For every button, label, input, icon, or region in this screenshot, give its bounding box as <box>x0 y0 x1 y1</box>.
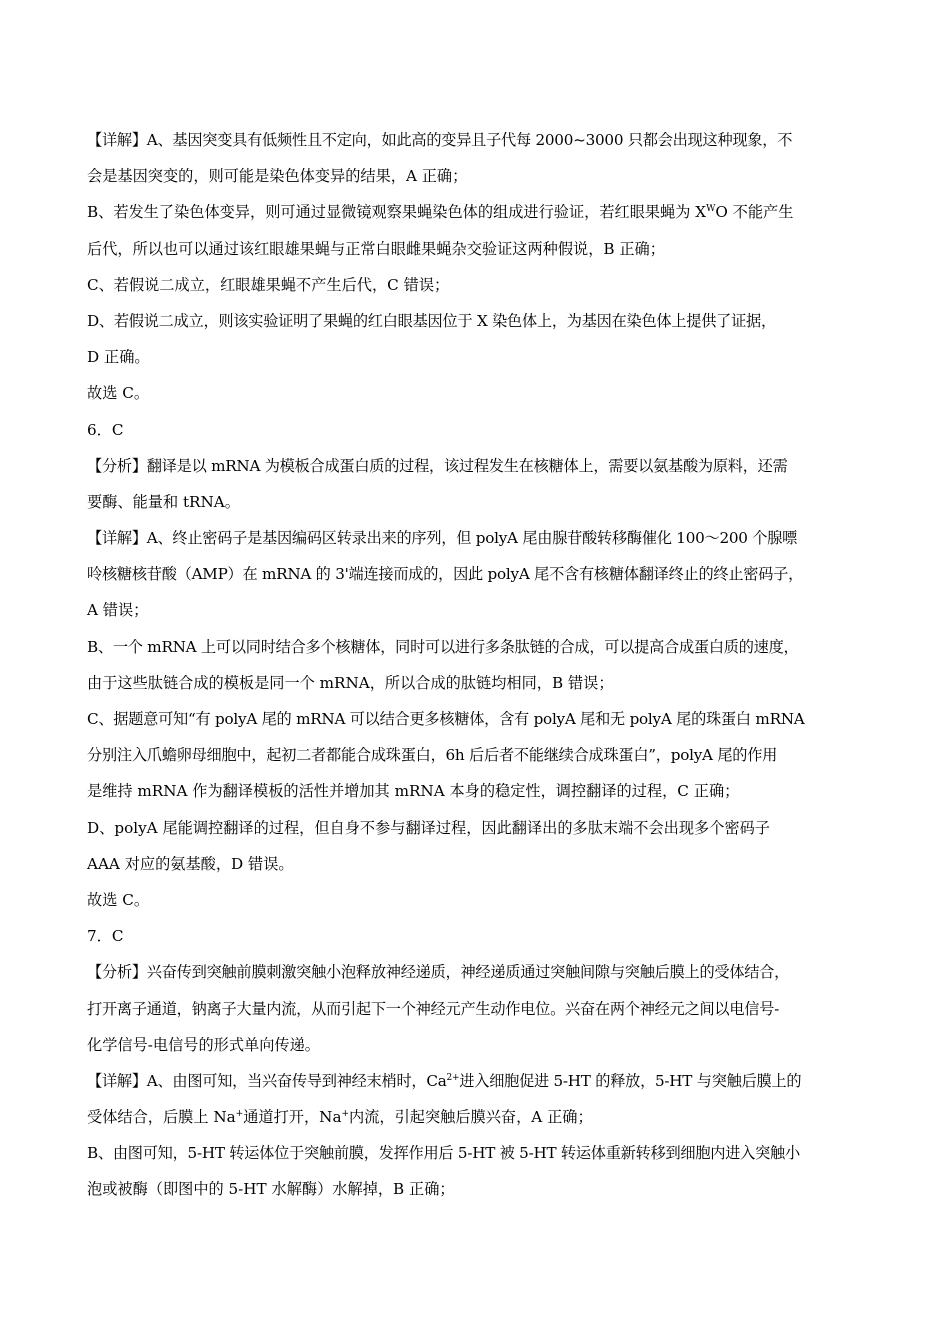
text-line <box>87 1099 867 1135</box>
text-line: 会是基因突变的，则可能是染色体变异的结果，A 正确； <box>87 167 468 186</box>
text-line: C、若假说二成立，红眼雄果蝇不产生后代，C 错误； <box>87 275 450 294</box>
text-line: 故选 C。 <box>87 384 150 403</box>
question-number: 7．C <box>87 927 124 946</box>
superscript: 2+ <box>446 1072 460 1083</box>
text-line: D、若假说二成立，则该实验证明了果蝇的红白眼基因位于 X 染色体上，为基因在染色体上提供了证据， <box>87 311 776 330</box>
text-line: 由于这些肽链合成的模板是同一个 mRNA，所以合成的肽链均相同，B 错误； <box>87 673 614 692</box>
text-span: 【详解】A、由图可知，当兴奋传导到神经末梢时，Ca <box>87 1071 447 1090</box>
text-span: 受体结合，后膜上 Na <box>87 1108 236 1127</box>
text-line: AAA 对应的氨基酸，D 错误。 <box>87 854 294 873</box>
superscript: + <box>341 1109 350 1120</box>
text-line <box>87 1063 867 1099</box>
superscript: W <box>706 204 716 215</box>
text-span: 通道打开，Na <box>243 1108 342 1127</box>
text-line: 是维持 mRNA 作为翻译模板的活性并增加其 mRNA 本身的稳定性，调控翻译的过程，C 正确； <box>87 782 740 801</box>
text-line: D、polyA 尾能调控翻译的过程，但自身不参与翻译过程，因此翻译出的多肽末端不会出现多个密码子 <box>87 818 770 837</box>
text-line: 泡或被酶（即图中的 5-HT 水解酶）水解掉，B 正确； <box>87 1180 455 1199</box>
text-line: 化学信号-电信号的形式单向传递。 <box>87 1035 320 1054</box>
text-line: 故选 C。 <box>87 890 150 909</box>
text-line: 打开离子通道，钠离子大量内流，从而引起下一个神经元产生动作电位。兴奋在两个神经元之间以电信号- <box>87 999 780 1018</box>
text-line: C、据题意可知“有 polyA 尾的 mRNA 可以结合更多核糖体，含有 polyA 尾和无 polyA 尾的珠蛋白 mRNA <box>87 710 805 728</box>
text-line: 呤核糖核苷酸（AMP）在 mRNA 的 3'端连接而成的，因此 polyA 尾不含有核糖体翻译终止的终止密码子， <box>87 565 804 584</box>
text-line: D 正确。 <box>87 348 150 367</box>
text-line <box>87 194 867 230</box>
text-line: 【详解】A、基因突变具有低频性且不定向，如此高的变异且子代每 2000~3000 只都会出现这种现象，不 <box>87 131 793 149</box>
question-number: 6．C <box>87 420 124 439</box>
text-line: 后代，所以也可以通过该红眼雄果蝇与正常白眼雌果蝇杂交验证这两种假说，B 正确； <box>87 239 665 258</box>
text-line: 【分析】翻译是以 mRNA 为模板合成蛋白质的过程，该过程发生在核糖体上，需要以氨基酸为原料，还需 <box>87 456 788 475</box>
document-page <box>87 122 867 1208</box>
text-line: B、由图可知，5-HT 转运体位于突触前膜，发挥作用后 5-HT 被 5-HT 转运体重新转移到细胞内进入突触小 <box>87 1144 800 1163</box>
text-line: 分别注入爪蟾卵母细胞中，起初二者都能合成珠蛋白，6h 后后者不能继续合成珠蛋白”，polyA 尾的作用 <box>87 746 778 765</box>
text-span: O 不能产生 <box>715 203 794 222</box>
text-span: 进入细胞促进 5-HT 的释放，5-HT 与突触后膜上的 <box>459 1071 802 1090</box>
text-line: A 错误； <box>87 601 149 620</box>
text-span: B、若发生了染色体变异，则可通过显微镜观察果蝇染色体的组成进行验证，若红眼果蝇为 X <box>87 203 707 222</box>
text-span: 内流，引起突触后膜兴奋，A 正确； <box>349 1108 593 1127</box>
text-line: 【详解】A、终止密码子是基因编码区转录出来的序列，但 polyA 尾由腺苷酸转移酶催化 100～200 个腺嘌 <box>87 529 798 548</box>
text-line: 要酶、能量和 tRNA。 <box>87 492 240 511</box>
text-line: B、一个 mRNA 上可以同时结合多个核糖体，同时可以进行多条肽链的合成，可以提高合成蛋白质的速度， <box>87 637 799 656</box>
text-line: 【分析】兴奋传到突触前膜刺激突触小泡释放神经递质，神经递质通过突触间隙与突触后膜上的受体结合， <box>87 963 790 982</box>
superscript: + <box>235 1109 244 1120</box>
